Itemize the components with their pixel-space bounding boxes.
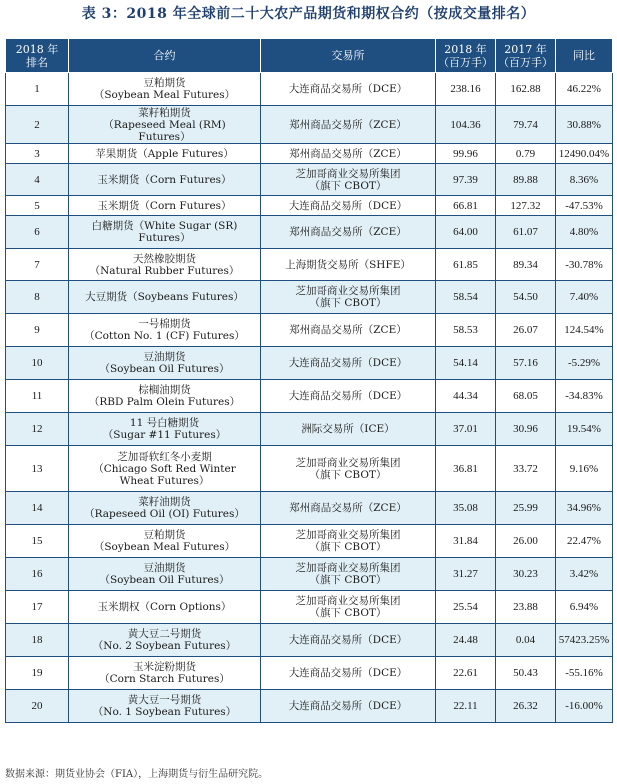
- contract-cell: 一号棉期货 （Cotton No. 1 (CF) Futures）: [69, 314, 261, 347]
- contract-cell: 苹果期货（Apple Futures）: [69, 144, 261, 164]
- contract-cell: 玉米期权（Corn Options）: [69, 591, 261, 624]
- rank-cell: 7: [6, 249, 69, 281]
- volume-2018-cell: 58.54: [436, 281, 496, 314]
- volume-2017-cell: 26.32: [496, 690, 556, 723]
- yoy-cell: -5.29%: [556, 347, 613, 380]
- volume-2018-cell: 22.61: [436, 657, 496, 690]
- contract-cell: 豆粕期货 （Soybean Meal Futures）: [69, 73, 261, 106]
- yoy-cell: 46.22%: [556, 73, 613, 106]
- volume-2017-cell: 89.88: [496, 164, 556, 196]
- exchange-cell: 郑州商品交易所（ZCE）: [261, 144, 436, 164]
- volume-2017-cell: 33.72: [496, 446, 556, 492]
- volume-2017-cell: 57.16: [496, 347, 556, 380]
- contract-cell: 白糖期货（White Sugar (SR) Futures）: [69, 216, 261, 249]
- rank-cell: 2: [6, 106, 69, 144]
- yoy-cell: -30.78%: [556, 249, 613, 281]
- table-row: [6, 558, 613, 591]
- table-row: [6, 196, 613, 216]
- volume-2017-cell: 30.23: [496, 558, 556, 591]
- table-row: [6, 314, 613, 347]
- yoy-cell: 22.47%: [556, 525, 613, 558]
- volume-2018-cell: 37.01: [436, 413, 496, 446]
- rank-cell: 3: [6, 144, 69, 164]
- rank-cell: 15: [6, 525, 69, 558]
- volume-2017-cell: 68.05: [496, 380, 556, 413]
- contract-cell: 天然橡胶期货 （Natural Rubber Futures）: [69, 249, 261, 281]
- exchange-cell: 芝加哥商业交易所集团 （旗下 CBOT）: [261, 446, 436, 492]
- header-rank: 2018 年 排名: [6, 39, 69, 73]
- header-yoy: 同比: [556, 39, 613, 73]
- table-body: [6, 73, 613, 723]
- table-row: [6, 106, 613, 144]
- exchange-cell: 芝加哥商业交易所集团 （旗下 CBOT）: [261, 558, 436, 591]
- exchange-cell: 大连商品交易所（DCE）: [261, 196, 436, 216]
- volume-2018-cell: 97.39: [436, 164, 496, 196]
- yoy-cell: 8.36%: [556, 164, 613, 196]
- header-volume-2018: 2018 年 （百万手）: [436, 39, 496, 73]
- contract-cell: 黄大豆一号期货 （No. 1 Soybean Futures）: [69, 690, 261, 723]
- table-row: [6, 73, 613, 106]
- contract-cell: 玉米期货（Corn Futures）: [69, 196, 261, 216]
- volume-2017-cell: 50.43: [496, 657, 556, 690]
- rank-cell: 19: [6, 657, 69, 690]
- table-row: [6, 216, 613, 249]
- volume-2017-cell: 25.99: [496, 492, 556, 525]
- exchange-cell: 大连商品交易所（DCE）: [261, 73, 436, 106]
- table-row: [6, 164, 613, 196]
- volume-2017-cell: 127.32: [496, 196, 556, 216]
- volume-2018-cell: 44.34: [436, 380, 496, 413]
- volume-2017-cell: 61.07: [496, 216, 556, 249]
- rank-cell: 18: [6, 624, 69, 657]
- volume-2018-cell: 54.14: [436, 347, 496, 380]
- table-row: [6, 657, 613, 690]
- volume-2018-cell: 238.16: [436, 73, 496, 106]
- rank-cell: 17: [6, 591, 69, 624]
- table-row: [6, 492, 613, 525]
- rank-cell: 8: [6, 281, 69, 314]
- yoy-cell: 3.42%: [556, 558, 613, 591]
- yoy-cell: 34.96%: [556, 492, 613, 525]
- exchange-cell: 郑州商品交易所（ZCE）: [261, 216, 436, 249]
- table-row: [6, 281, 613, 314]
- contract-cell: 黄大豆二号期货 （No. 2 Soybean Futures）: [69, 624, 261, 657]
- volume-2018-cell: 25.54: [436, 591, 496, 624]
- exchange-cell: 大连商品交易所（DCE）: [261, 624, 436, 657]
- volume-2018-cell: 22.11: [436, 690, 496, 723]
- exchange-cell: 芝加哥商业交易所集团 （旗下 CBOT）: [261, 164, 436, 196]
- rank-cell: 20: [6, 690, 69, 723]
- volume-2017-cell: 26.07: [496, 314, 556, 347]
- table-header-row: [6, 39, 613, 73]
- yoy-cell: -55.16%: [556, 657, 613, 690]
- yoy-cell: 124.54%: [556, 314, 613, 347]
- volume-2018-cell: 35.08: [436, 492, 496, 525]
- contract-cell: 玉米期货（Corn Futures）: [69, 164, 261, 196]
- exchange-cell: 大连商品交易所（DCE）: [261, 690, 436, 723]
- rank-cell: 5: [6, 196, 69, 216]
- rank-cell: 6: [6, 216, 69, 249]
- exchange-cell: 大连商品交易所（DCE）: [261, 380, 436, 413]
- yoy-cell: 12490.04%: [556, 144, 613, 164]
- contract-cell: 11 号白糖期货 （Sugar #11 Futures）: [69, 413, 261, 446]
- rank-cell: 1: [6, 73, 69, 106]
- rank-cell: 10: [6, 347, 69, 380]
- contract-cell: 豆油期货 （Soybean Oil Futures）: [69, 347, 261, 380]
- volume-2017-cell: 79.74: [496, 106, 556, 144]
- volume-2017-cell: 26.00: [496, 525, 556, 558]
- contract-cell: 菜籽粕期货 （Rapeseed Meal (RM) Futures）: [69, 106, 261, 144]
- rank-cell: 4: [6, 164, 69, 196]
- volume-2017-cell: 0.79: [496, 144, 556, 164]
- contract-cell: 豆粕期货 （Soybean Meal Futures）: [69, 525, 261, 558]
- table-row: [6, 446, 613, 492]
- exchange-cell: 大连商品交易所（DCE）: [261, 347, 436, 380]
- volume-2017-cell: 89.34: [496, 249, 556, 281]
- table-row: [6, 591, 613, 624]
- exchange-cell: 上海期货交易所（SHFE）: [261, 249, 436, 281]
- yoy-cell: 30.88%: [556, 106, 613, 144]
- volume-2017-cell: 23.88: [496, 591, 556, 624]
- yoy-cell: 6.94%: [556, 591, 613, 624]
- rank-cell: 11: [6, 380, 69, 413]
- rank-cell: 9: [6, 314, 69, 347]
- contract-cell: 豆油期货 （Soybean Oil Futures）: [69, 558, 261, 591]
- exchange-cell: 郑州商品交易所（ZCE）: [261, 314, 436, 347]
- exchange-cell: 洲际交易所（ICE）: [261, 413, 436, 446]
- table-row: [6, 249, 613, 281]
- volume-2018-cell: 61.85: [436, 249, 496, 281]
- table-row: [6, 347, 613, 380]
- header-contract: 合约: [69, 39, 261, 73]
- rank-cell: 14: [6, 492, 69, 525]
- exchange-cell: 郑州商品交易所（ZCE）: [261, 492, 436, 525]
- volume-2017-cell: 54.50: [496, 281, 556, 314]
- futures-ranking-table: [5, 38, 613, 723]
- contract-cell: 大豆期货（Soybeans Futures）: [69, 281, 261, 314]
- yoy-cell: 4.80%: [556, 216, 613, 249]
- yoy-cell: 19.54%: [556, 413, 613, 446]
- contract-cell: 菜籽油期货 （Rapeseed Oil (OI) Futures）: [69, 492, 261, 525]
- volume-2018-cell: 104.36: [436, 106, 496, 144]
- volume-2017-cell: 30.96: [496, 413, 556, 446]
- header-exchange: 交易所: [261, 39, 436, 73]
- volume-2018-cell: 99.96: [436, 144, 496, 164]
- yoy-cell: 9.16%: [556, 446, 613, 492]
- exchange-cell: 芝加哥商业交易所集团 （旗下 CBOT）: [261, 525, 436, 558]
- contract-cell: 玉米淀粉期货 （Corn Starch Futures）: [69, 657, 261, 690]
- volume-2018-cell: 31.27: [436, 558, 496, 591]
- volume-2017-cell: 0.04: [496, 624, 556, 657]
- exchange-cell: 郑州商品交易所（ZCE）: [261, 106, 436, 144]
- table-row: [6, 690, 613, 723]
- exchange-cell: 芝加哥商业交易所集团 （旗下 CBOT）: [261, 591, 436, 624]
- table-row: [6, 624, 613, 657]
- contract-cell: 芝加哥软红冬小麦期 （Chicago Soft Red Winter Wheat Futures）: [69, 446, 261, 492]
- rank-cell: 13: [6, 446, 69, 492]
- contract-cell: 棕榈油期货 （RBD Palm Olein Futures）: [69, 380, 261, 413]
- yoy-cell: -16.00%: [556, 690, 613, 723]
- header-volume-2017: 2017 年 （百万手）: [496, 39, 556, 73]
- yoy-cell: -47.53%: [556, 196, 613, 216]
- volume-2018-cell: 64.00: [436, 216, 496, 249]
- yoy-cell: 57423.25%: [556, 624, 613, 657]
- rank-cell: 16: [6, 558, 69, 591]
- volume-2018-cell: 31.84: [436, 525, 496, 558]
- table-row: [6, 144, 613, 164]
- yoy-cell: 7.40%: [556, 281, 613, 314]
- volume-2018-cell: 24.48: [436, 624, 496, 657]
- table-row: [6, 380, 613, 413]
- exchange-cell: 大连商品交易所（DCE）: [261, 657, 436, 690]
- source-note: 数据来源：期货业协会（FIA），上海期货与衍生品研究院。: [5, 769, 269, 780]
- table-row: [6, 413, 613, 446]
- rank-cell: 12: [6, 413, 69, 446]
- volume-2018-cell: 58.53: [436, 314, 496, 347]
- table-row: [6, 525, 613, 558]
- table-title: 表 3：2018 年全球前二十大农产品期货和期权合约（按成交量排名）: [81, 6, 536, 22]
- yoy-cell: -34.83%: [556, 380, 613, 413]
- volume-2018-cell: 66.81: [436, 196, 496, 216]
- volume-2018-cell: 36.81: [436, 446, 496, 492]
- volume-2017-cell: 162.88: [496, 73, 556, 106]
- exchange-cell: 芝加哥商业交易所集团 （旗下 CBOT）: [261, 281, 436, 314]
